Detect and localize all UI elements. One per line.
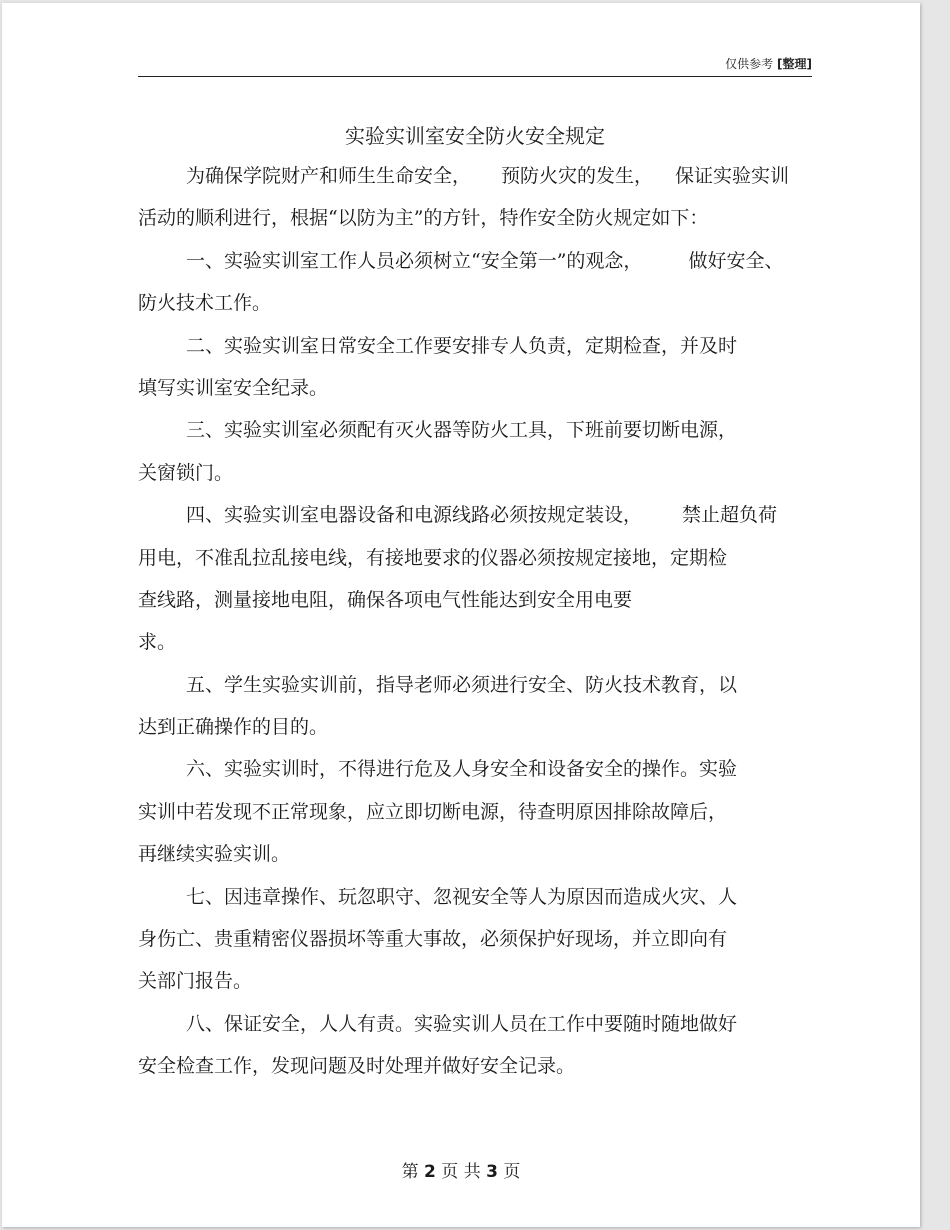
footer-prefix: 第 <box>401 1162 419 1182</box>
paragraph-line: 五、学生实验实训前，指导老师必须进行安全、防火技术教育，以 <box>186 673 738 696</box>
footer-middle: 页 共 <box>441 1162 481 1182</box>
paragraph-line: 七、因违章操作、玩忽职守、忽视安全等人为原因而造成火灾、人 <box>186 885 738 908</box>
document-body <box>138 155 818 1088</box>
paragraph-line: 防火技术工作。 <box>138 292 272 315</box>
paragraph-line: 六、实验实训时，不得进行危及人身安全和设备安全的操作。实验 <box>186 758 738 781</box>
paragraph-line <box>138 494 818 536</box>
paragraph-line <box>138 155 818 197</box>
header-tag: [整理] <box>777 57 812 71</box>
text-run: 一、实验实训室工作人员必须树立“安全第一”的观念， <box>186 249 643 272</box>
paragraph-line: 三、实验实训室必须配有灭火器等防火工具，下班前要切断电源， <box>186 419 738 442</box>
text-run: 预防火灾的发生， <box>501 165 654 187</box>
header-label: 仅供参考 <box>725 57 774 71</box>
text-run: 禁止超负荷 <box>682 504 778 527</box>
paragraph-line: 关部门报告。 <box>138 970 253 993</box>
paragraph-line: 身伤亡、贵重精密仪器损坏等重大事故，必须保护好现场，并立即向有 <box>138 928 728 951</box>
paragraph-line: 八、保证安全，人人有责。实验实训人员在工作中要随时随地做好 <box>186 1012 738 1035</box>
document-page <box>2 3 920 1227</box>
paragraph-line: 实训中若发现不正常现象，应立即切断电源，待查明原因排除故障后， <box>138 800 728 823</box>
footer-suffix: 页 <box>503 1162 521 1182</box>
document-title: 实验实训室安全防火安全规定 <box>345 124 605 148</box>
paragraph-line: 再继续实验实训。 <box>138 843 291 866</box>
page-header <box>138 55 812 72</box>
current-page-number: 2 <box>424 1162 436 1182</box>
paragraph-line: 活动的顺利进行，根据“以防为主”的方针，特作安全防火规定如下： <box>138 207 709 230</box>
paragraph-line: 达到正确操作的目的。 <box>138 716 329 739</box>
text-run: 保证实验实训 <box>675 165 790 187</box>
text-run: 为确保学院财产和师生生命安全， <box>186 165 472 187</box>
paragraph-line: 用电，不准乱拉乱接电线，有接地要求的仪器必须按规定接地，定期检 <box>138 546 728 569</box>
page-footer <box>2 1157 920 1182</box>
paragraph-line: 填写实训室安全纪录。 <box>138 376 329 399</box>
paragraph-line: 查线路，测量接地电阻，确保各项电气性能达到安全用电要 <box>138 588 633 611</box>
total-page-number: 3 <box>486 1162 498 1182</box>
header-divider <box>138 76 812 77</box>
paragraph-line: 安全检查工作，发现问题及时处理并做好安全记录。 <box>138 1055 576 1078</box>
text-run: 做好安全、 <box>688 249 784 272</box>
paragraph-line <box>138 240 818 282</box>
paragraph-line: 关窗锁门。 <box>138 461 234 484</box>
text-run: 四、实验实训室电器设备和电源线路必须按规定装设， <box>186 504 643 527</box>
paragraph-line: 求。 <box>138 631 177 654</box>
paragraph-line: 二、实验实训室日常安全工作要安排专人负责，定期检查，并及时 <box>186 334 738 357</box>
